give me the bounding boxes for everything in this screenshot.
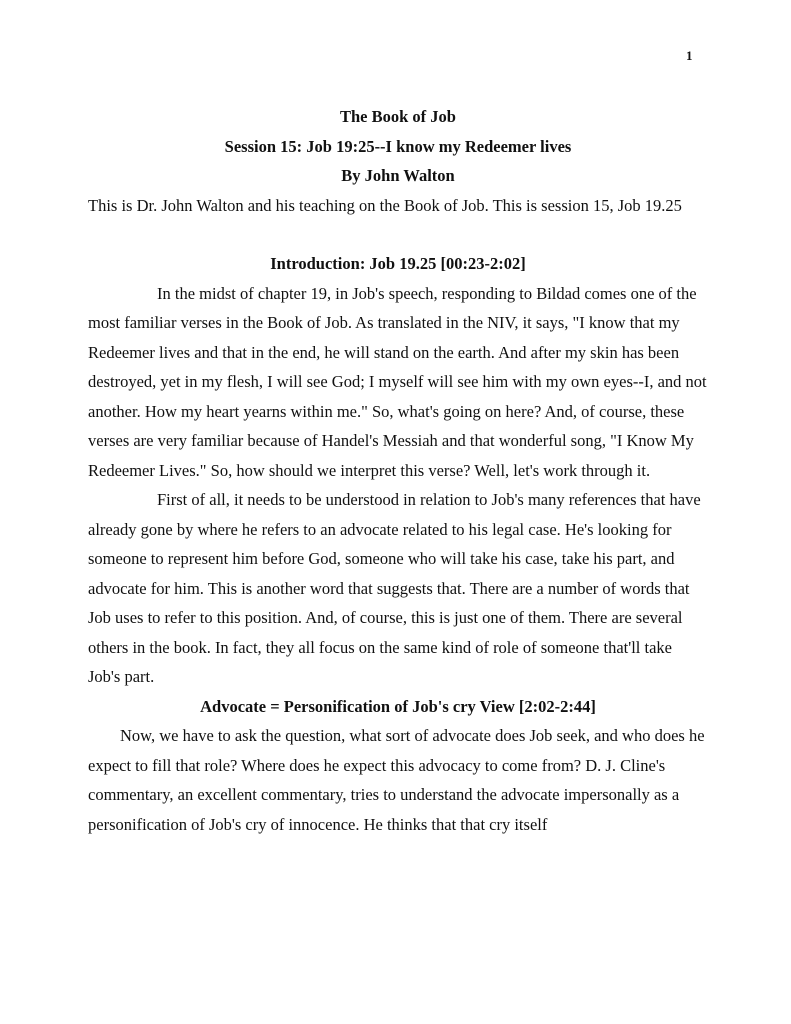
section-heading-introduction: Introduction: Job 19.25 [00:23-2:02] — [270, 254, 526, 273]
document-title: The Book of Job — [340, 107, 456, 126]
body-paragraph: First of all, it needs to be understood in relation to Job's many references that have already gone by where he refers to an advocate related to his legal case. He's looking for someone to represent him before God, someone who will take his case, take his part, and advocate for him. This is another word that suggests that. There are a number of words that Job uses to refer to this position. And, of course, this is just one of them. There are several others in the book. In fact, they all focus on the same kind of role of someone that'll take Job's part. — [88, 490, 701, 686]
author-line: By John Walton — [341, 166, 455, 185]
intro-paragraph: This is Dr. John Walton and his teaching on the Book of Job. This is session 15, Job 19.25 — [88, 195, 682, 215]
section-heading-advocate: Advocate = Personification of Job's cry View [2:02-2:44] — [200, 696, 596, 716]
page-number: 1 — [686, 48, 693, 63]
body-paragraph: In the midst of chapter 19, in Job's speech, responding to Bildad comes one of the most familiar verses in the Book of Job. As translated in the NIV, it says, "I know that my Redeemer lives and that in the end, he will stand on the earth. And after my skin has been destroyed, yet in my flesh, I will see God; I myself will see him with my own eyes--I, and not another. How my heart yearns within me." So, what's going on here? And, of course, these verses are very familiar because of Handel's Messiah and that wonderful song, "I Know My Redeemer Lives." So, how should we interpret this verse? Well, let's work through it. — [88, 283, 707, 480]
body-paragraph: Now, we have to ask the question, what sort of advocate does Job seek, and who does he expect to fill that role? Where does he expect this advocacy to come from? D. J. Cline's commentary, an excellent commentary, tries to understand the advocate impersonally as a personification of Job's cry of innocence. He thinks that that cry itself — [88, 726, 705, 834]
document-body — [88, 102, 708, 839]
spacer — [88, 220, 708, 249]
session-title: Session 15: Job 19:25--I know my Redeemer lives — [224, 136, 572, 156]
